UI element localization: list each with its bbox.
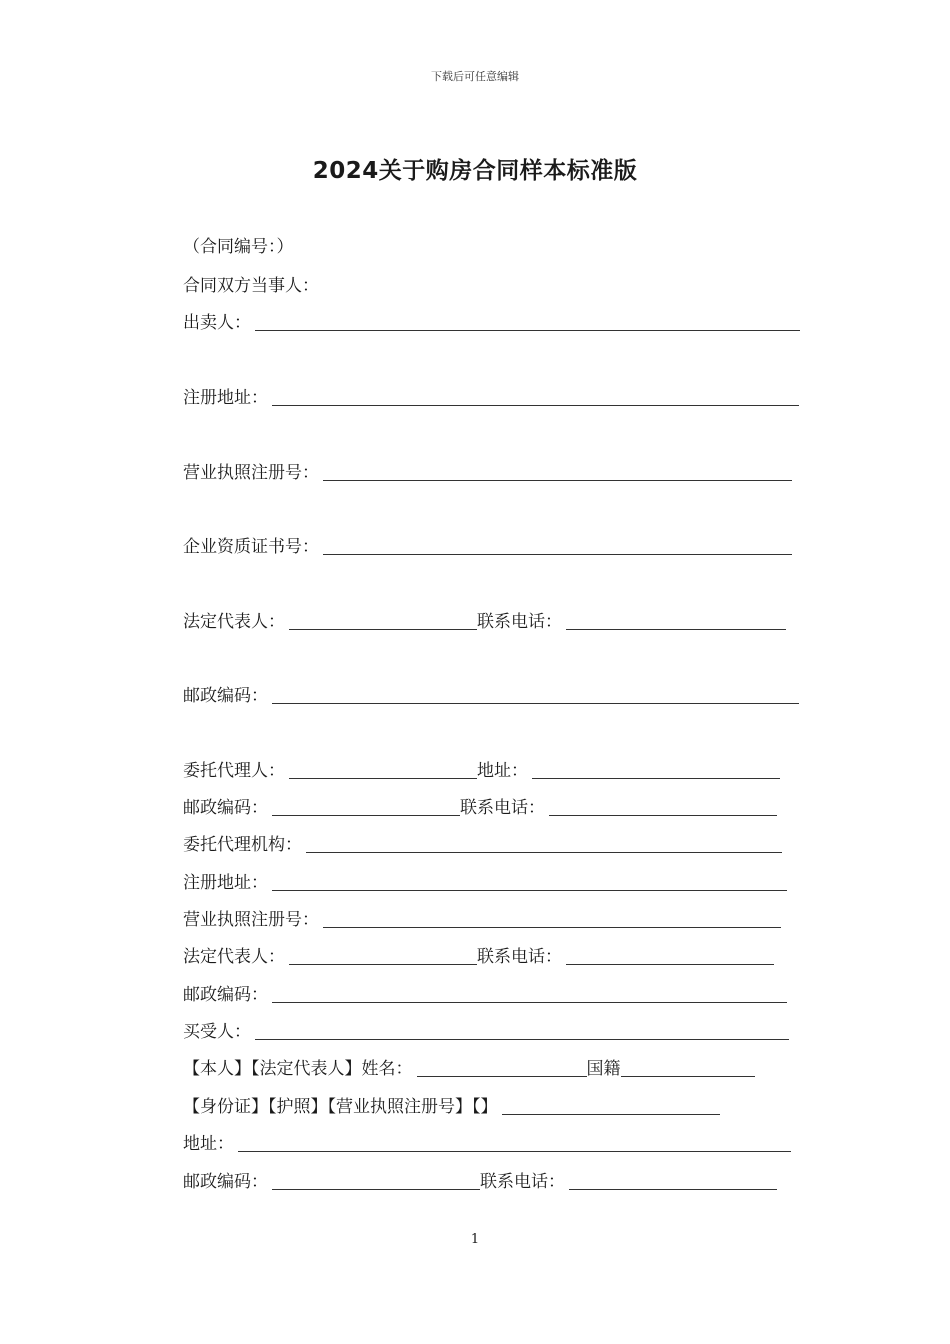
postcode-line-2 (183, 797, 777, 819)
agency-line (183, 834, 782, 856)
postcode-label-3: 邮政编码： (183, 985, 268, 1005)
agency-label: 委托代理机构： (183, 835, 302, 855)
reg-address-field-1[interactable] (272, 388, 799, 406)
phone-field-2[interactable] (549, 798, 777, 816)
page-number: 1 (470, 1232, 480, 1247)
agency-field[interactable] (306, 835, 782, 853)
id-number-field[interactable] (502, 1097, 720, 1115)
identity-line (183, 1058, 755, 1080)
legal-rep-line-1 (183, 611, 786, 633)
reg-address-label-1: 注册地址： (183, 388, 268, 408)
buyer-address-label: 地址： (183, 1134, 234, 1154)
postcode-label-4: 邮政编码： (183, 1172, 268, 1192)
license-no-label-1: 营业执照注册号： (183, 463, 319, 483)
parties-label: 合同双方当事人： (183, 276, 319, 296)
postcode-field-1[interactable] (272, 686, 799, 704)
identity-options-label: 【本人】【法定代表人】姓名： (183, 1059, 413, 1079)
reg-address-field-2[interactable] (272, 873, 787, 891)
phone-field-4[interactable] (569, 1172, 777, 1190)
legal-rep-field-2[interactable] (289, 947, 477, 965)
legal-rep-field-1[interactable] (289, 612, 477, 630)
contract-number-label: （合同编号：） (183, 237, 294, 257)
agent-field[interactable] (289, 761, 477, 779)
postcode-label-1: 邮政编码： (183, 686, 268, 706)
header-note: 下载后可任意编辑 (431, 70, 519, 83)
postcode-field-3[interactable] (272, 985, 787, 1003)
reg-address-line-1 (183, 387, 799, 409)
contract-number-line (183, 236, 294, 258)
postcode-line-1 (183, 685, 799, 707)
phone-label-4: 联系电话： (480, 1172, 565, 1192)
name-field[interactable] (417, 1059, 587, 1077)
agent-address-field[interactable] (532, 761, 780, 779)
buyer-address-field[interactable] (238, 1134, 791, 1152)
parties-line (183, 275, 319, 297)
phone-label-3: 联系电话： (477, 947, 562, 967)
postcode-field-4[interactable] (272, 1172, 480, 1190)
phone-field-1[interactable] (566, 612, 786, 630)
license-no-field-2[interactable] (323, 910, 781, 928)
phone-label-2: 联系电话： (460, 798, 545, 818)
agent-line (183, 760, 780, 782)
buyer-address-line (183, 1133, 791, 1155)
license-no-field-1[interactable] (323, 463, 792, 481)
postcode-label-2: 邮政编码： (183, 798, 268, 818)
phone-label-1: 联系电话： (477, 612, 562, 632)
buyer-label: 买受人： (183, 1022, 251, 1042)
id-options-label: 【身份证】【护照】【营业执照注册号】【】 (183, 1097, 498, 1117)
id-type-line (183, 1096, 720, 1118)
license-no-line-2 (183, 909, 781, 931)
qualification-label: 企业资质证书号： (183, 537, 319, 557)
legal-rep-line-2 (183, 946, 774, 968)
legal-rep-label-2: 法定代表人： (183, 947, 285, 967)
reg-address-line-2 (183, 872, 787, 894)
nationality-label: 国籍 (586, 1059, 621, 1079)
document-title: 2024关于购房合同样本标准版 (312, 158, 638, 184)
qualification-line (183, 536, 792, 558)
postcode-line-3 (183, 984, 787, 1006)
buyer-line (183, 1021, 789, 1043)
license-no-label-2: 营业执照注册号： (183, 910, 319, 930)
seller-line (183, 312, 800, 334)
agent-label: 委托代理人： (183, 761, 285, 781)
qualification-field[interactable] (323, 537, 792, 555)
seller-label: 出卖人： (183, 313, 251, 333)
reg-address-label-2: 注册地址： (183, 873, 268, 893)
phone-field-3[interactable] (566, 947, 774, 965)
legal-rep-label-1: 法定代表人： (183, 612, 285, 632)
postcode-field-2[interactable] (272, 798, 460, 816)
license-no-line-1 (183, 462, 792, 484)
postcode-line-4 (183, 1171, 777, 1193)
agent-address-label: 地址： (477, 761, 528, 781)
nationality-field[interactable] (621, 1059, 755, 1077)
buyer-field[interactable] (255, 1022, 789, 1040)
seller-field[interactable] (255, 313, 800, 331)
